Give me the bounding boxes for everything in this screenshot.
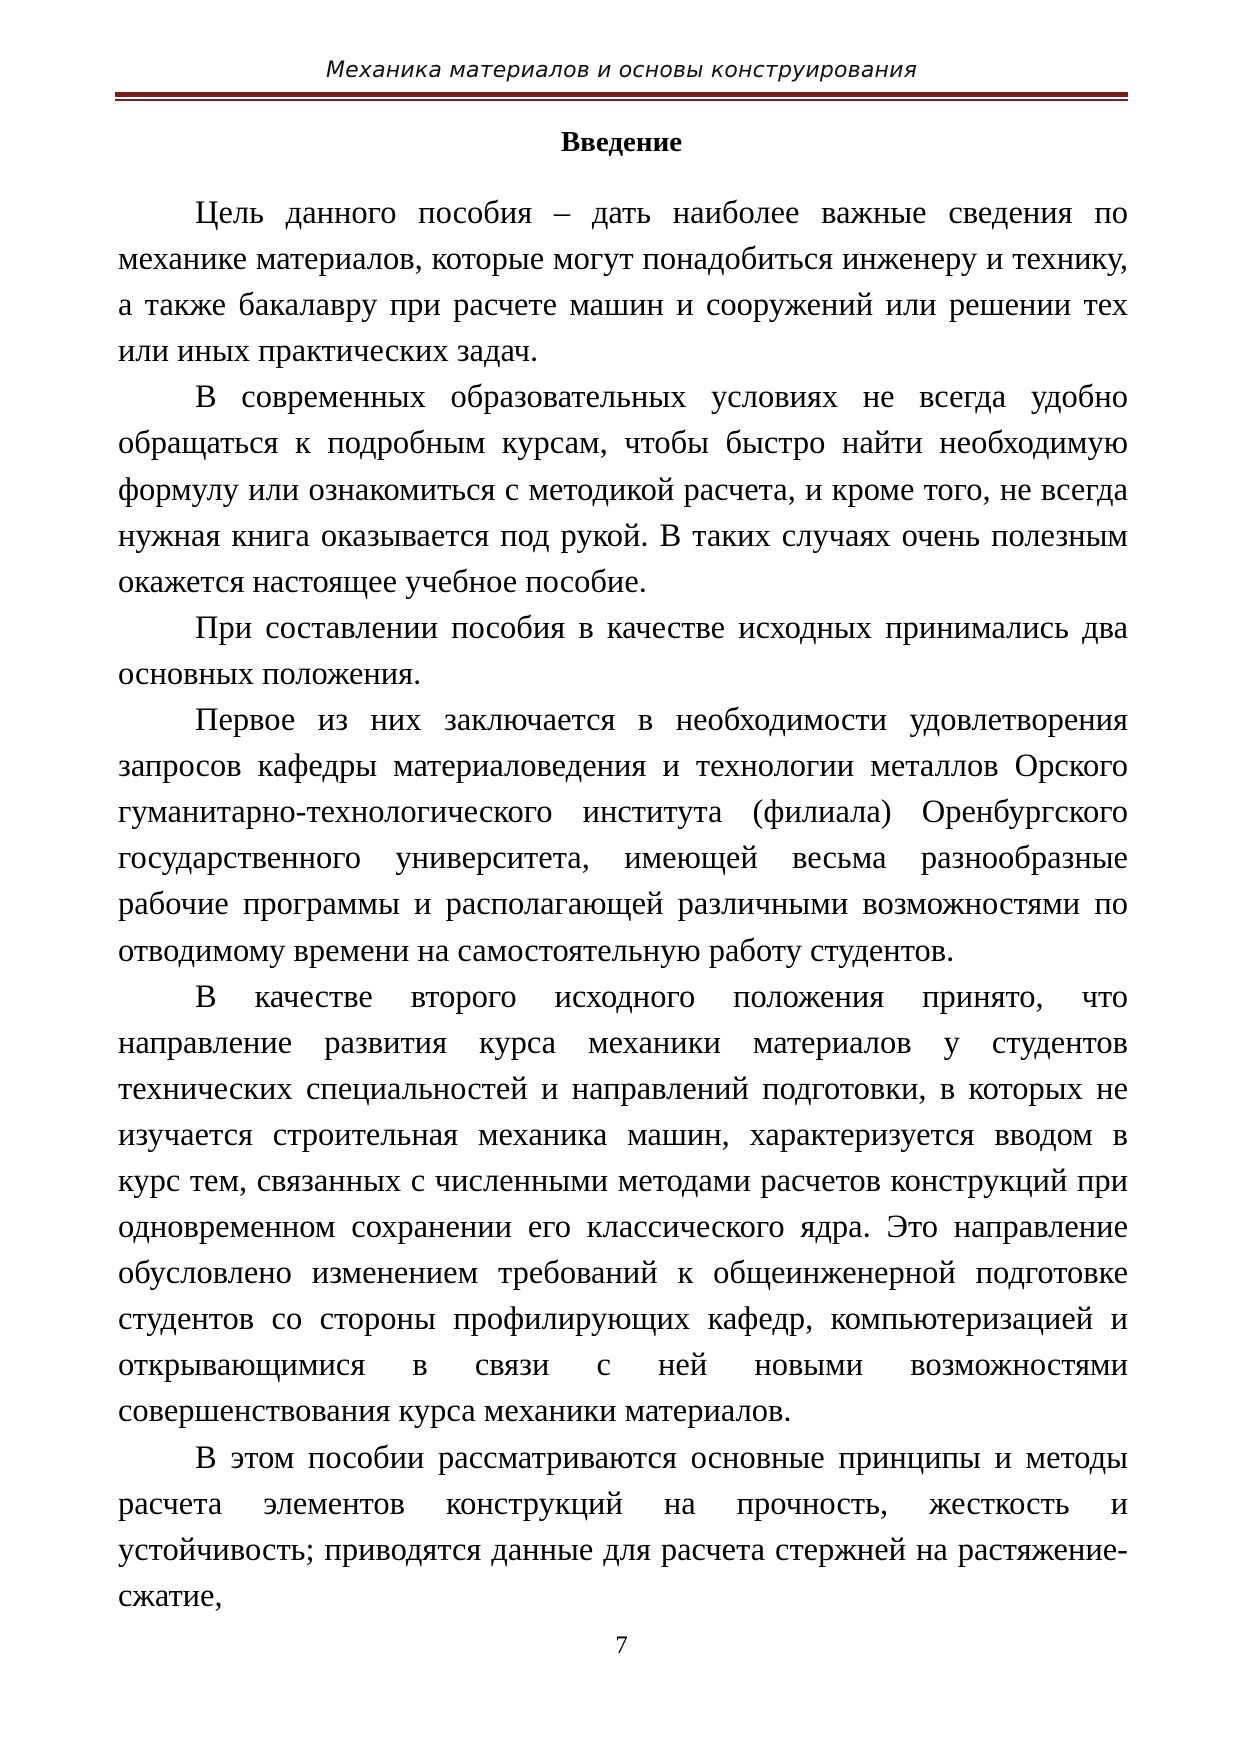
paragraph: При составлении пособия в качестве исходных принимались два основных положения. xyxy=(118,609,1128,692)
header-rule-thin xyxy=(115,99,1128,101)
section-title: Введение xyxy=(560,126,683,158)
paragraph: В современных образовательных условиях не всегда удобно обращаться к подробным курсам, чтобы быстро найти необходимую формулу или ознакомиться с методикой расчета, и кроме того, не всегда нужная книга оказывается под рукой. В таких случаях очень полезным окажется настоящее учебное пособие. xyxy=(118,379,1128,600)
paragraph: Первое из них заключается в необходимости удовлетворения запросов кафедры материаловедения и технологии металлов Орского гуманитарно-технологического института (филиала) Оренбургского государственного университета, имеющей весьма разнообразные рабочие программы и располагающей различными возможностями по отводимому времени на самостоятельную работу студентов. xyxy=(118,702,1128,969)
running-header-title: Механика материалов и основы конструирования xyxy=(325,58,918,83)
body-text xyxy=(118,190,1128,1619)
paragraph: В качестве второго исходного положения принято, что направление развития курса механики материалов у студентов технических специальностей и направлений подготовки, в которых не изучается строительная механика машин, характеризуется вводом в курс тем, связанных с численными методами расчетов конструкций при одновременном сохранении его классического ядра. Это направление обусловлено изменением требований к общеинженерной подготовке студентов со стороны профилирующих кафедр, компьютеризацией и открывающимися в связи с ней новыми возможностями совершенствования курса механики материалов. xyxy=(118,978,1128,1430)
header-rule-thick xyxy=(115,92,1128,97)
paragraph: В этом пособии рассматриваются основные принципы и методы расчета элементов конструкций на прочность, жесткость и устойчивость; приводятся данные для расчета стержней на растяжение-сжатие, xyxy=(118,1439,1128,1614)
paragraph: Цель данного пособия – дать наиболее важные сведения по механике материалов, которые могут понадобиться инженеру и технику, а также бакалавру при расчете машин и сооружений или решении тех или иных практических задач. xyxy=(118,195,1128,370)
page-number: 7 xyxy=(615,1632,628,1659)
